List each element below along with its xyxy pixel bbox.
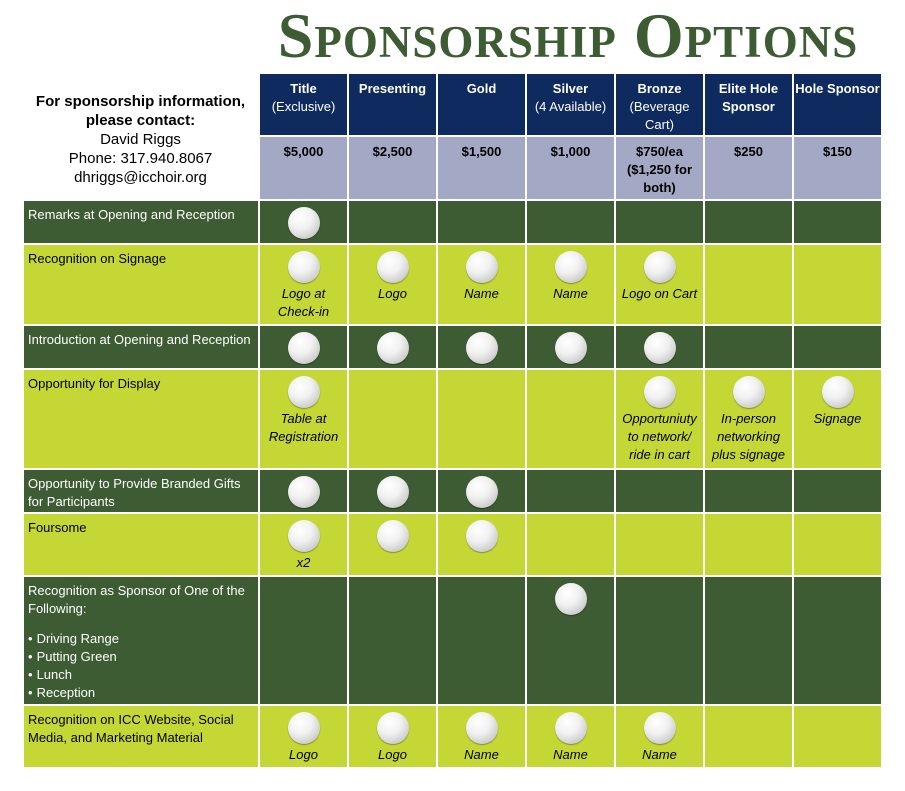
benefit-cell	[349, 245, 436, 324]
page-title: Sponsorship Options	[277, 0, 859, 71]
level-header	[260, 74, 347, 135]
benefit-text: Opportunity to Provide Branded Gifts for Participants	[28, 476, 241, 509]
golf-ball-icon	[288, 376, 320, 408]
golf-ball-icon	[377, 712, 409, 744]
benefit-label	[24, 201, 258, 243]
golf-ball-icon	[377, 251, 409, 283]
benefit-text: Foursome	[28, 520, 87, 535]
benefit-cell	[794, 470, 881, 512]
benefit-cell	[616, 706, 703, 767]
benefit-text: Introduction at Opening and Reception	[28, 332, 251, 347]
golf-ball-icon	[377, 476, 409, 508]
benefit-note: Logo at Check-in	[277, 286, 330, 319]
benefit-cell	[705, 470, 792, 512]
benefit-cell	[705, 577, 792, 704]
benefit-note: Name	[464, 747, 499, 762]
golf-ball-icon	[555, 332, 587, 364]
benefit-cell	[260, 470, 347, 512]
benefit-cell	[705, 201, 792, 243]
bullet-item: • Lunch	[28, 666, 254, 684]
benefit-label	[24, 577, 258, 704]
benefit-cell	[260, 326, 347, 368]
benefit-cell	[438, 706, 525, 767]
benefit-note: In-person networking plus signage	[712, 411, 785, 462]
benefit-cell	[616, 370, 703, 468]
contact-email[interactable]: dhriggs@icchoir.org	[74, 169, 207, 186]
level-name: Bronze	[637, 81, 682, 96]
benefit-cell	[616, 577, 703, 704]
benefit-text: Opportunity for Display	[28, 376, 161, 391]
contact-phone: Phone: 317.940.8067	[68, 150, 213, 167]
level-header	[438, 74, 525, 135]
bullet-item: • Reception	[28, 684, 254, 702]
benefit-cell	[794, 577, 881, 704]
benefit-label	[24, 706, 258, 767]
benefit-note: Table at Registration	[268, 411, 339, 444]
benefit-cell	[616, 326, 703, 368]
benefit-text: Recognition on Signage	[28, 251, 167, 266]
golf-ball-icon	[644, 251, 676, 283]
golf-ball-icon	[288, 476, 320, 508]
level-name: Hole Sponsor	[795, 81, 880, 96]
bullet-item: • Putting Green	[28, 648, 254, 666]
level-price: $5,000	[260, 137, 347, 199]
price-spacer	[24, 137, 258, 199]
golf-ball-icon	[288, 332, 320, 364]
benefit-cell	[349, 577, 436, 704]
benefit-cell	[260, 577, 347, 704]
benefit-note: Logo	[378, 747, 407, 762]
benefit-cell	[616, 514, 703, 575]
benefit-text: Recognition on ICC Website, Social Media, and Marketing Material	[28, 712, 234, 745]
golf-ball-icon	[644, 376, 676, 408]
benefit-cell	[260, 514, 347, 575]
golf-ball-icon	[466, 332, 498, 364]
benefit-cell	[260, 370, 347, 468]
golf-ball-icon	[288, 712, 320, 744]
benefit-cell	[527, 326, 614, 368]
level-name: Presenting	[358, 81, 427, 96]
benefit-cell	[794, 201, 881, 243]
level-name: Elite Hole Sponsor	[718, 81, 779, 114]
level-header	[794, 74, 881, 135]
golf-ball-icon	[466, 476, 498, 508]
golf-ball-icon	[644, 332, 676, 364]
level-subtitle: (4 Available)	[534, 99, 607, 114]
level-price: $2,500	[349, 137, 436, 199]
golf-ball-icon	[288, 251, 320, 283]
contact-name: David Riggs	[100, 131, 181, 148]
level-price: $750/ea ($1,250 for both)	[616, 137, 703, 199]
benefit-cell	[349, 370, 436, 468]
golf-ball-icon	[644, 712, 676, 744]
benefit-cell	[705, 370, 792, 468]
benefit-cell	[438, 201, 525, 243]
benefit-cell	[349, 326, 436, 368]
benefit-cell	[349, 201, 436, 243]
benefit-cell	[438, 370, 525, 468]
benefit-note: Logo	[289, 747, 318, 762]
benefit-cell	[705, 514, 792, 575]
golf-ball-icon	[377, 332, 409, 364]
sponsorship-table	[24, 74, 881, 767]
benefit-label	[24, 326, 258, 368]
golf-ball-icon	[555, 583, 587, 615]
benefit-cell	[794, 370, 881, 468]
level-header	[616, 74, 703, 135]
contact-line-2: please contact:	[85, 112, 196, 129]
benefit-cell	[616, 245, 703, 324]
golf-ball-icon	[822, 376, 854, 408]
benefit-cell	[438, 514, 525, 575]
benefit-cell	[794, 245, 881, 324]
bullet-item: • Driving Range	[28, 630, 254, 648]
benefit-bullet-list	[28, 630, 254, 702]
benefit-cell	[349, 706, 436, 767]
benefit-cell	[705, 706, 792, 767]
golf-ball-icon	[288, 520, 320, 552]
benefit-text: Remarks at Opening and Reception	[28, 207, 235, 222]
level-subtitle: (Beverage Cart)	[629, 99, 690, 132]
golf-ball-icon	[733, 376, 765, 408]
benefit-label	[24, 370, 258, 468]
benefit-cell	[616, 470, 703, 512]
benefit-text: Recognition as Sponsor of One of the Following:	[28, 583, 245, 616]
level-header	[527, 74, 614, 135]
benefit-note: Opportuniuty to network/ ride in cart	[622, 411, 697, 462]
golf-ball-icon	[555, 712, 587, 744]
benefit-note: Logo on Cart	[621, 286, 698, 301]
level-name: Silver	[552, 81, 589, 96]
golf-ball-icon	[466, 520, 498, 552]
benefit-cell	[260, 245, 347, 324]
benefit-note: x2	[296, 555, 311, 570]
level-price: $150	[794, 137, 881, 199]
contact-line-1: For sponsorship information,	[35, 93, 246, 110]
level-price: $250	[705, 137, 792, 199]
level-header	[705, 74, 792, 135]
benefit-note: Name	[464, 286, 499, 301]
benefit-cell	[616, 201, 703, 243]
benefit-note: Signage	[813, 411, 862, 426]
golf-ball-icon	[466, 712, 498, 744]
benefit-cell	[794, 326, 881, 368]
level-header	[349, 74, 436, 135]
level-name: Title	[290, 81, 317, 96]
benefit-cell	[438, 326, 525, 368]
benefit-cell	[438, 470, 525, 512]
level-price: $1,500	[438, 137, 525, 199]
benefit-label	[24, 470, 258, 512]
benefit-cell	[349, 514, 436, 575]
benefit-note: Name	[642, 747, 677, 762]
golf-ball-icon	[466, 251, 498, 283]
benefit-note: Name	[553, 286, 588, 301]
benefit-cell	[527, 577, 614, 704]
golf-ball-icon	[288, 207, 320, 239]
benefit-label	[24, 245, 258, 324]
benefit-cell	[705, 245, 792, 324]
golf-ball-icon	[555, 251, 587, 283]
benefit-cell	[527, 201, 614, 243]
benefit-cell	[527, 706, 614, 767]
benefit-cell	[794, 514, 881, 575]
benefit-cell	[527, 245, 614, 324]
benefit-cell	[260, 706, 347, 767]
benefit-cell	[438, 245, 525, 324]
benefit-cell	[794, 706, 881, 767]
benefit-cell	[260, 201, 347, 243]
benefit-cell	[527, 370, 614, 468]
golf-ball-icon	[377, 520, 409, 552]
level-name: Gold	[466, 81, 497, 96]
benefit-cell	[527, 470, 614, 512]
benefit-label	[24, 514, 258, 575]
benefit-note: Name	[553, 747, 588, 762]
level-price: $1,000	[527, 137, 614, 199]
level-subtitle: (Exclusive)	[271, 99, 336, 114]
header-spacer	[24, 74, 258, 135]
benefit-cell	[527, 514, 614, 575]
benefit-note: Logo	[378, 286, 407, 301]
benefit-cell	[705, 326, 792, 368]
benefit-cell	[349, 470, 436, 512]
benefit-cell	[438, 577, 525, 704]
